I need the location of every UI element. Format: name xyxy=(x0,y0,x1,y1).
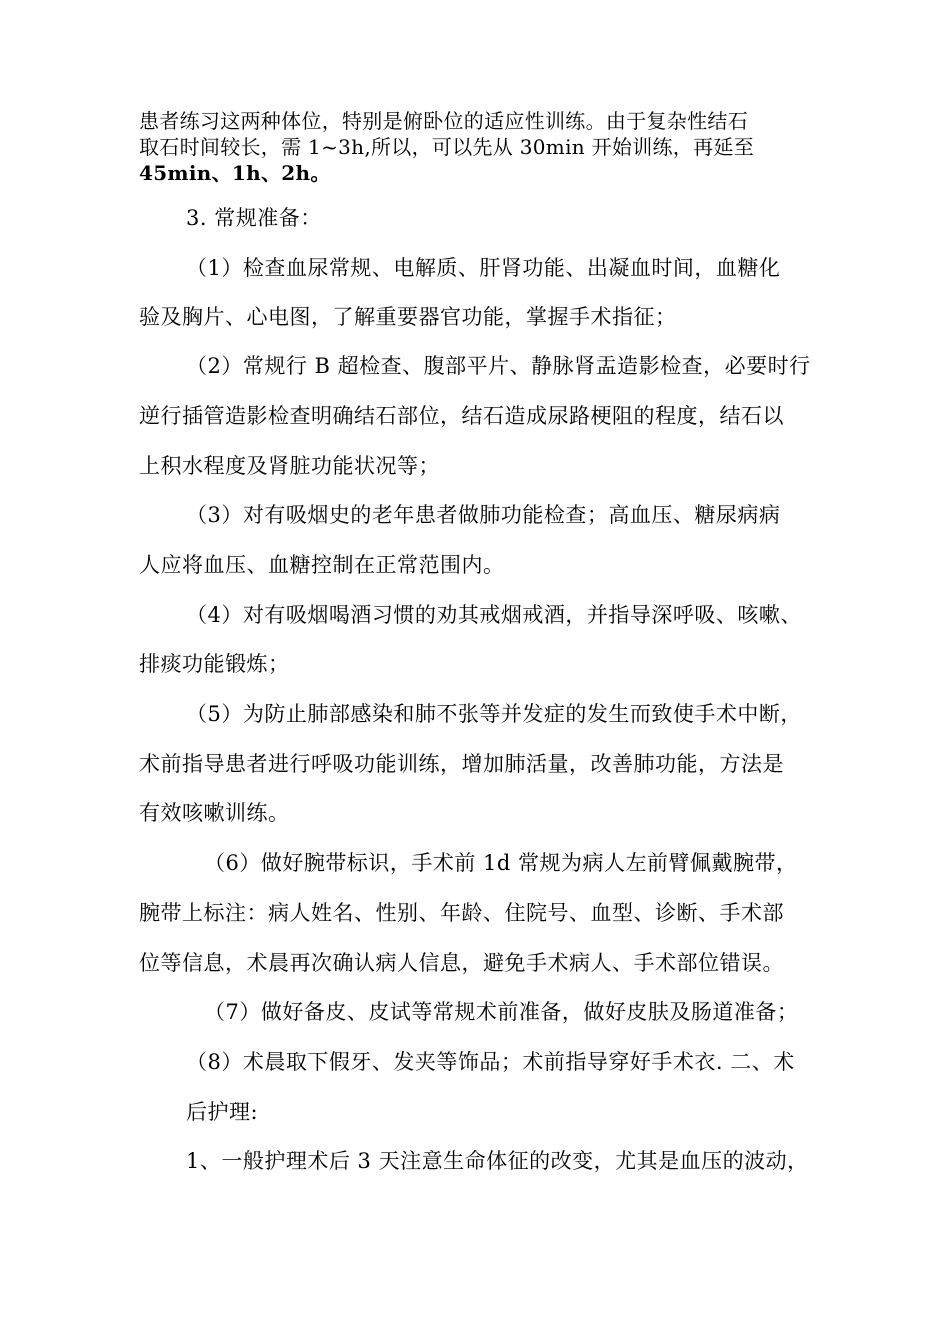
text-line: 腕带上标注：病人姓名、性别、年龄、住院号、血型、诊断、手术部 xyxy=(139,901,784,925)
text-line: 验及胸片、心电图，了解重要器官功能，掌握手术指征； xyxy=(139,305,677,329)
text-line: （6）做好腕带标识，手术前 1d 常规为病人左前臂佩戴腕带， xyxy=(204,851,798,875)
text-line: 45min、1h、2h。 xyxy=(139,161,331,185)
text-line: 上积水程度及肾脏功能状况等； xyxy=(139,454,440,478)
text-line: 取石时间较长，需 1~3h,所以，可以先从 30min 开始训练，再延至 xyxy=(139,135,755,159)
text-line: （1）检查血尿常规、电解质、肝肾功能、出凝血时间，血糖化 xyxy=(186,256,781,280)
text-line: （3）对有吸烟史的老年患者做肺功能检查；高血压、糖尿病病 xyxy=(186,503,781,527)
text-line: 位等信息，术晨再次确认病人信息，避免手术病人、手术部位错误。 xyxy=(139,951,784,975)
text-line: 1、一般护理术后 3 天注意生命体征的改变，尤其是血压的波动， xyxy=(186,1149,809,1173)
text-line: 术前指导患者进行呼吸功能训练，增加肺活量，改善肺功能，方法是 xyxy=(139,752,784,776)
text-line: 排痰功能锻炼； xyxy=(139,652,290,676)
text-line: （7）做好备皮、皮试等常规术前准备，做好皮肤及肠道准备； xyxy=(204,1000,799,1024)
text-line: （2）常规行 B 超检查、腹部平片、静脉肾盂造影检查，必要时行 xyxy=(186,354,811,378)
text-line: 有效咳嗽训练。 xyxy=(139,801,290,825)
text-line: 患者练习这两种体位，特别是俯卧位的适应性训练。由于复杂性结石 xyxy=(139,109,748,133)
text-line: 逆行插管造影检查明确结石部位，结石造成尿路梗阻的程度，结石以 xyxy=(139,404,784,428)
text-line: （8）术晨取下假牙、发夹等饰品；术前指导穿好手术衣. 二、术 xyxy=(186,1050,795,1074)
text-line: （5）为防止肺部感染和肺不张等并发症的发生而致使手术中断， xyxy=(186,702,802,726)
text-line: 人应将血压、血糖控制在正常范围内。 xyxy=(139,553,505,577)
text-line: （4）对有吸烟喝酒习惯的劝其戒烟戒酒，并指导深呼吸、咳嗽、 xyxy=(186,603,802,627)
text-line: 后护理: xyxy=(186,1100,259,1124)
section-heading: 3. 常规准备： xyxy=(186,206,322,230)
